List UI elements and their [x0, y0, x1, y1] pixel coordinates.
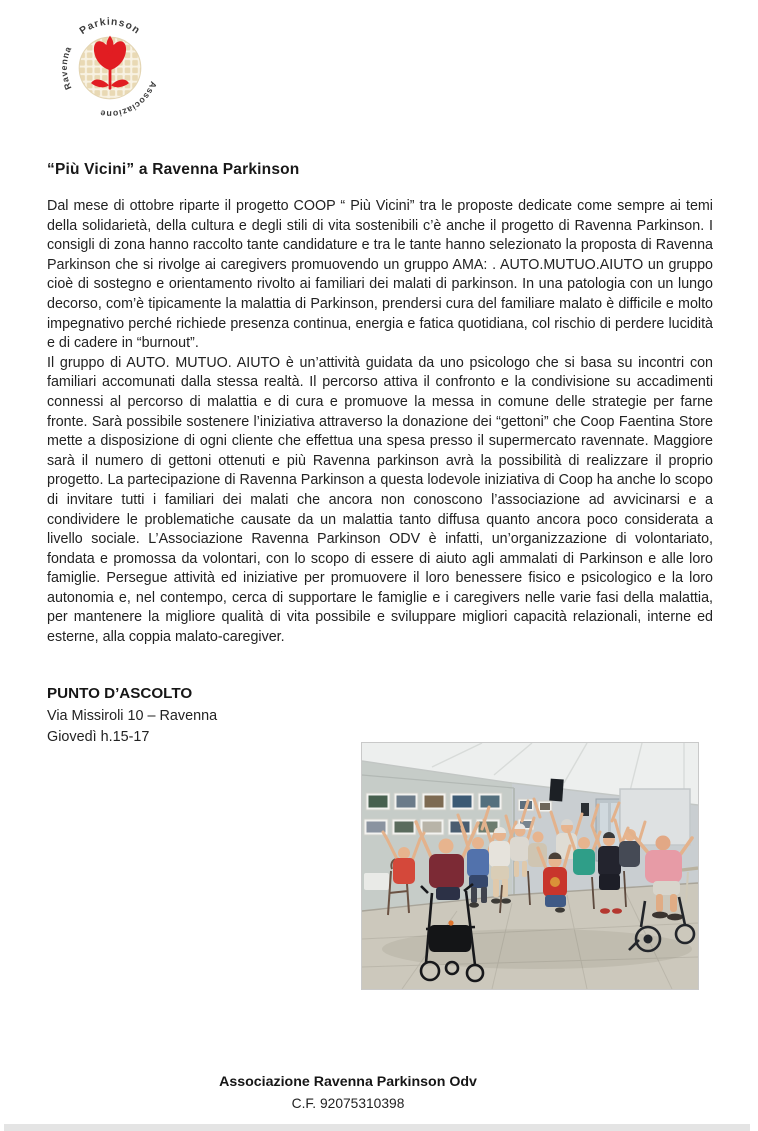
document-footer [47, 1071, 649, 1115]
association-logo [56, 14, 164, 122]
listening-point-address: Via Missiroli 10 – Ravenna [47, 708, 218, 724]
footer-fiscal-code: C.F. 92075310398 [291, 1096, 405, 1111]
footer-organization: Associazione Ravenna Parkinson Odv [219, 1074, 477, 1090]
logo-text-associazione: Associazione [98, 79, 159, 120]
listening-point-schedule: Giovedì h.15-17 [47, 729, 150, 745]
bottom-scrollbar [4, 1124, 750, 1131]
group-photo-illustration [362, 743, 698, 989]
listening-point-section [47, 683, 217, 748]
page-title: “Più Vicini” a Ravenna Parkinson [47, 161, 300, 178]
article-paragraph: Dal mese di ottobre riparte il progetto COOP “ Più Vicini” tra le proposte dedicate come sempre ai temi della solidarietà, della cultura e degli stili di vita sostenibili c’è anche il progetto di Ravenna Parkinson. I consigli di zona hanno raccolto tante candidature e tra le tante hanno selezionato la proposta di Ravenna Parkinson che si rivolge ai caregivers promuovendo un gruppo AMA: . AUTO.MUTUO.AIUTO un gruppo cioè di sostegno e orientamento rivolto ai familiari dei malati di parkinson. In una patologia con un lungo decorso, com’è tipicamente la malattia di Parkinson, prendersi cura del familiare malato è difficile e molto impegnativo perché richiede presenza continua, energia e fatica quotidiana, col rischio di perdere lucidità e di cadere in “burnout”. [47, 198, 713, 352]
group-photo [362, 743, 698, 989]
svg-text:Ravenna [59, 45, 74, 92]
speaker-box [549, 779, 564, 802]
listening-point-heading: PUNTO D’ASCOLTO [47, 685, 193, 702]
article-body [47, 197, 713, 648]
logo-text-ravenna: Ravenna [58, 44, 74, 92]
radiator [364, 873, 389, 890]
svg-text:Parkinson [78, 17, 142, 37]
article-paragraph: Il gruppo di AUTO. MUTUO. AIUTO è un’attività guidata da uno psicologo che si basa su incontri con familiari accomunati dalla stessa realtà. Il percorso attiva il confronto e la condivisione su accadimenti connessi al percorso di malattia e di cura e promuove la messa in comune delle strategie per farne fronte. Sarà possibile sostenere l’iniziativa attraverso la donazione dei “gettoni” che Coop Faentina Store mette a disposizione di ogni cliente che effettua una spesa presso il supermercato ravennate. Maggiore sarà il numero di gettoni ottenuti e più Ravenna parkinson avrà la possibilità di realizzare il proprio progetto. La partecipazione di Ravenna Parkinson a questa lodevole iniziativa di Coop ha anche lo scopo di invitare tutti i familiari dei malati che ancora non conoscono l’associazione ad avvicinarsi e a condividere le problematiche causate da un malattia tanto diffusa quanto ancora poco considerata a livello sociale. L’Associazione Ravenna Parkinson ODV è infatti, un’organizzazione di volontariato, fondata e promossa da volontari, con lo scopo di essere di aiuto agli ammalati di Parkinson e alle loro famiglie. Persegue attività ed iniziative per promuovere il loro benessere fisico e psicologico e la loro autonomia e, nel contempo, cerca di supportare le famiglie e i caregivers nelle varie fasi della malattia, per mantenere la migliore qualità di vita possibile e sviluppare migliori capacità relazionali, interne ed esterne, alla coppia malato-caregiver. [47, 354, 713, 646]
logo-text-parkinson: Parkinson [77, 16, 143, 37]
